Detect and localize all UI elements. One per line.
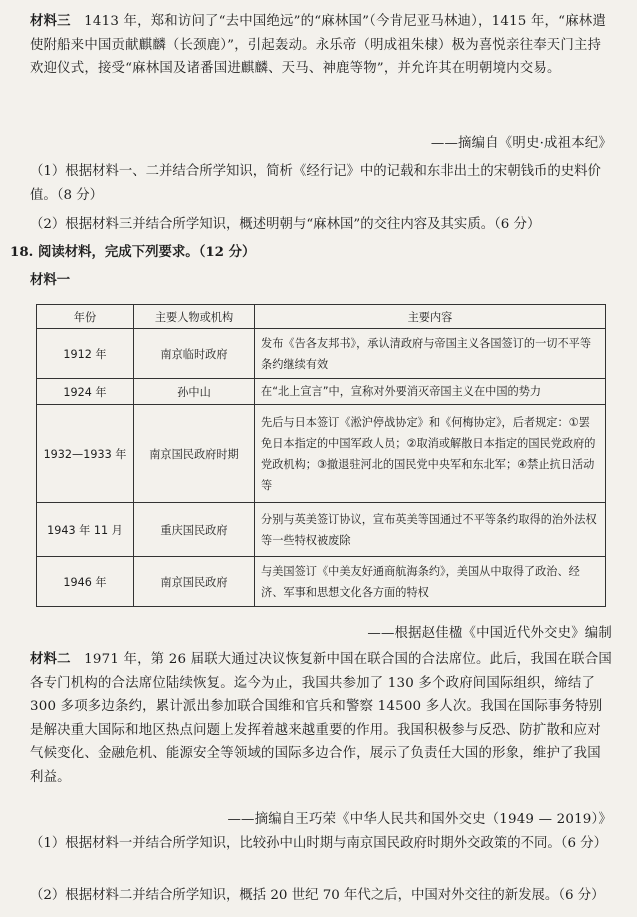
table-cell-year: 1932—1933 年 <box>37 405 134 503</box>
table-header-row <box>37 305 606 329</box>
table-header-content: 主要内容 <box>255 305 606 329</box>
table-row <box>37 503 606 557</box>
table-row <box>37 405 606 503</box>
table-cell-content: 与美国签订《中美友好通商航海条约》，美国从中取得了政治、经济、军事和思想文化各方面的特权 <box>255 557 606 607</box>
material3-source: ——摘编自《明史·成祖本纪》 <box>430 136 612 151</box>
material2-label: 材料二 <box>30 651 71 667</box>
table-cell-actor: 南京国民政府时期 <box>134 405 255 503</box>
table-cell-year: 1946 年 <box>37 557 134 607</box>
material2-paragraph <box>30 648 612 789</box>
diplomacy-table <box>36 304 606 607</box>
table-row <box>37 329 606 379</box>
q18-material1-label: 材料一 <box>30 272 71 288</box>
table-cell-year: 1924 年 <box>37 379 134 405</box>
table-cell-actor: 重庆国民政府 <box>134 503 255 557</box>
q17-part1: （1）根据材料一、二并结合所学知识，简析《经行记》中的记载和东非出土的宋朝钱币的史料价值。（8 分） <box>30 164 601 203</box>
table-cell-actor: 孙中山 <box>134 379 255 405</box>
table-cell-content: 发布《告各友邦书》，承认清政府与帝国主义各国签订的一切不平等条约继续有效 <box>255 329 606 379</box>
table-cell-year: 1912 年 <box>37 329 134 379</box>
q17-part2: （2）根据材料三并结合所学知识，概述明朝与“麻林国”的交往内容及其实质。（6 分） <box>30 217 541 232</box>
table-cell-year: 1943 年 11 月 <box>37 503 134 557</box>
material3-label: 材料三 <box>30 13 71 29</box>
q18-part2: （2）根据材料二并结合所学知识，概括 20 世纪 70 年代之后，中国对外交往的新发展。（6 分） <box>30 888 605 903</box>
q18-heading: 18. 阅读材料，完成下列要求。（12 分） <box>10 244 256 260</box>
material2-text: 1971 年，第 26 届联大通过决议恢复新中国在联合国的合法席位。此后，我国在联合国各专门机构的合法席位陆续恢复。迄今为止，我国共参加了 130 多个政府间国际组织，缔结了 300 多项多边条约，累计派出参加联合国维和官兵和警察 14500 多人次。我国在国际事务特别是解决重大国际和地区热点问题上发挥着越来越重要的作用。我国积极参与反恐、防扩散和应对气候变化、金融危机、能源安全等领域的国际多边合作，展示了负责任大国的形象，维护了我国利益。 <box>30 652 612 785</box>
q18-part1: （1）根据材料一并结合所学知识，比较孙中山时期与南京国民政府时期外交政策的不同。（6 分） <box>30 836 607 851</box>
table-row <box>37 379 606 405</box>
material3-paragraph <box>30 10 612 81</box>
table-header-year: 年份 <box>37 305 134 329</box>
table-cell-content: 先后与日本签订《淞沪停战协定》和《何梅协定》，后者规定：①罢免日本指定的中国军政人员；②取消或解散日本指定的国民党政府的党政机构；③撤退驻河北的国民党中央军和东北军；④禁止抗日活动等 <box>255 405 606 503</box>
table-cell-actor: 南京国民政府 <box>134 557 255 607</box>
material2-source: ——摘编自王巧荣《中华人民共和国外交史（1949 — 2019）》 <box>227 812 612 827</box>
table-source: ——根据赵佳楹《中国近代外交史》编制 <box>367 626 612 641</box>
table-cell-content: 分别与英美签订协议，宣布英美等国通过不平等条约取得的治外法权等一些特权被废除 <box>255 503 606 557</box>
table-cell-actor: 南京临时政府 <box>134 329 255 379</box>
material3-text: 1413 年，郑和访问了“去中国绝远”的“麻林国”（今肯尼亚马林迪），1415 年，“麻林遣使附船来中国贡献麒麟（长颈鹿）”，引起轰动。永乐帝（明成祖朱棣）极为喜悦亲往奉天门主持欢迎仪式，接受“麻林国及诸番国进麒麟、天马、神鹿等物”，并允许其在明朝境内交易。 <box>30 14 606 76</box>
table-row <box>37 557 606 607</box>
table-header-actor: 主要人物或机构 <box>134 305 255 329</box>
table-cell-content: 在“北上宣言”中，宣称对外要消灭帝国主义在中国的势力 <box>255 379 606 405</box>
